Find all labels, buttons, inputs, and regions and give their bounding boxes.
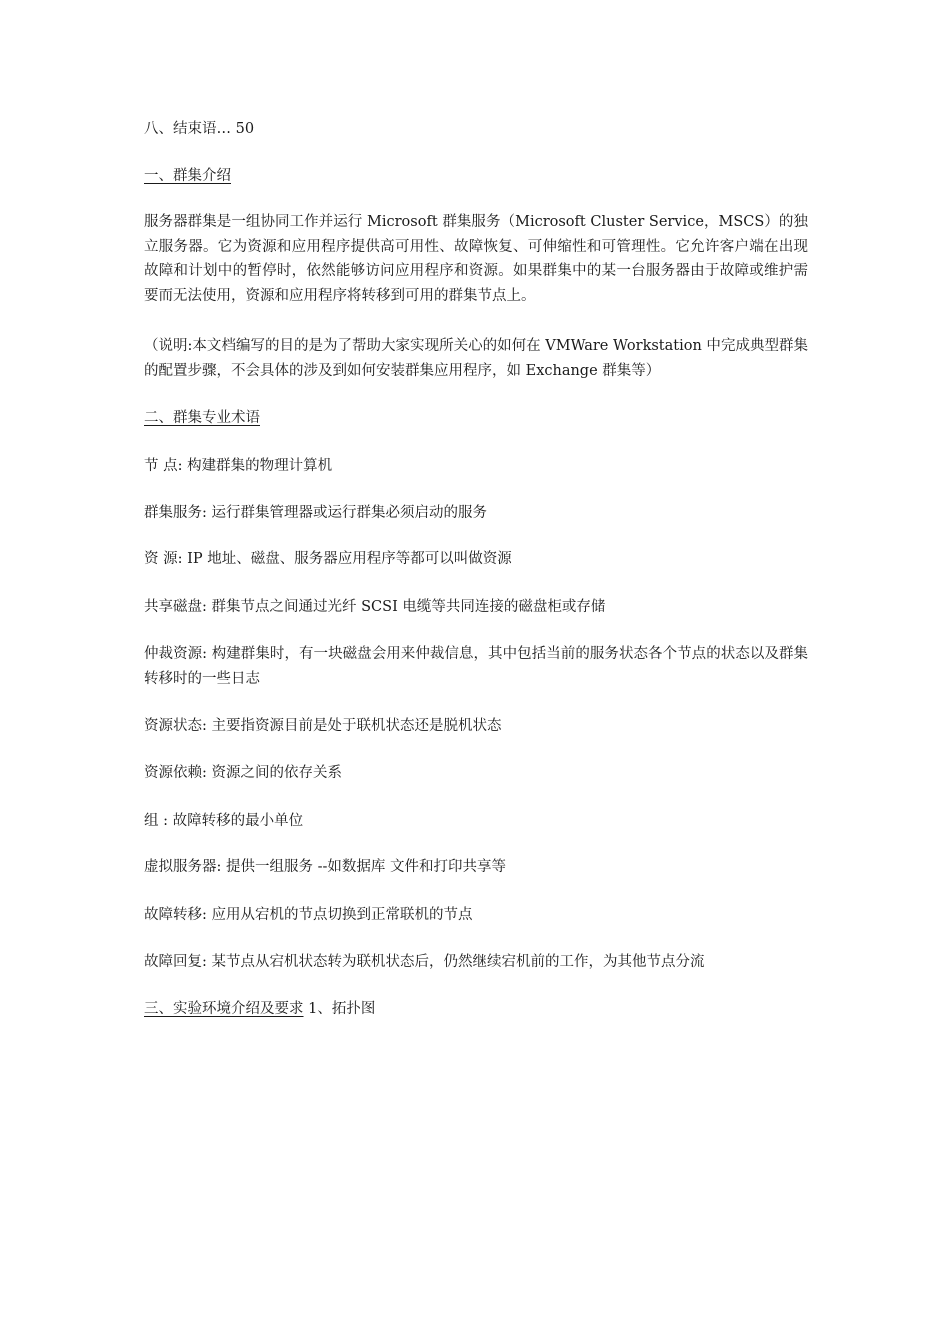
term-failover: 故障转移: 应用从宕机的节点切换到正常联机的节点 — [144, 907, 473, 923]
intro-paragraph: 服务器群集是一组协同工作并运行 Microsoft 群集服务（Microsoft Cluster Service，MSCS）的独立服务器。它为资源和应用程序提供高可用性、故障恢复、可伸缩性和可管理性。它允许客户端在出现故障和计划中的暂停时，依然能够访问应用程序和资源。如果群集中的某一台服务器由于故障或维护需要而无法使用，资源和应用程序将转移到可用的群集节点上。 — [144, 214, 808, 304]
note-paragraph: （说明:本文档编写的目的是为了帮助大家实现所关心的如何在 VMWare Workstation 中完成典型群集的配置步骤，不会具体的涉及到如何安装群集应用程序，如 Exchange 群集等） — [144, 338, 808, 379]
section-heading-environment: 三、实验环境介绍及要求 — [144, 1001, 304, 1017]
toc-item: 八、结束语… 50 — [144, 121, 255, 137]
term-shared-disk: 共享磁盘: 群集节点之间通过光纤 SCSI 电缆等共同连接的磁盘柜或存储 — [144, 599, 606, 615]
term-resource: 资 源: IP 地址、磁盘、服务器应用程序等都可以叫做资源 — [144, 551, 512, 567]
term-virtual-server: 虚拟服务器: 提供一组服务 --如数据库 文件和打印共享等 — [144, 859, 507, 875]
section-heading-terms: 二、群集专业术语 — [144, 410, 260, 426]
topology-subitem: 1、拓扑图 — [308, 1001, 376, 1017]
term-failback: 故障回复: 某节点从宕机状态转为联机状态后，仍然继续宕机前的工作，为其他节点分流 — [144, 954, 705, 970]
term-resource-state: 资源状态: 主要指资源目前是处于联机状态还是脱机状态 — [144, 718, 502, 734]
term-group: 组 : 故障转移的最小单位 — [144, 813, 304, 829]
term-cluster-service: 群集服务: 运行群集管理器或运行群集必须启动的服务 — [144, 505, 487, 521]
section3-line — [144, 999, 375, 1019]
section-heading-intro: 一、群集介绍 — [144, 168, 231, 184]
term-quorum-resource: 仲裁资源: 构建群集时，有一块磁盘会用来仲裁信息，其中包括当前的服务状态各个节点的状态以及群集转移时的一些日志 — [144, 646, 808, 687]
term-node: 节 点: 构建群集的物理计算机 — [144, 458, 333, 474]
term-resource-dependency: 资源依赖: 资源之间的依存关系 — [144, 765, 342, 781]
